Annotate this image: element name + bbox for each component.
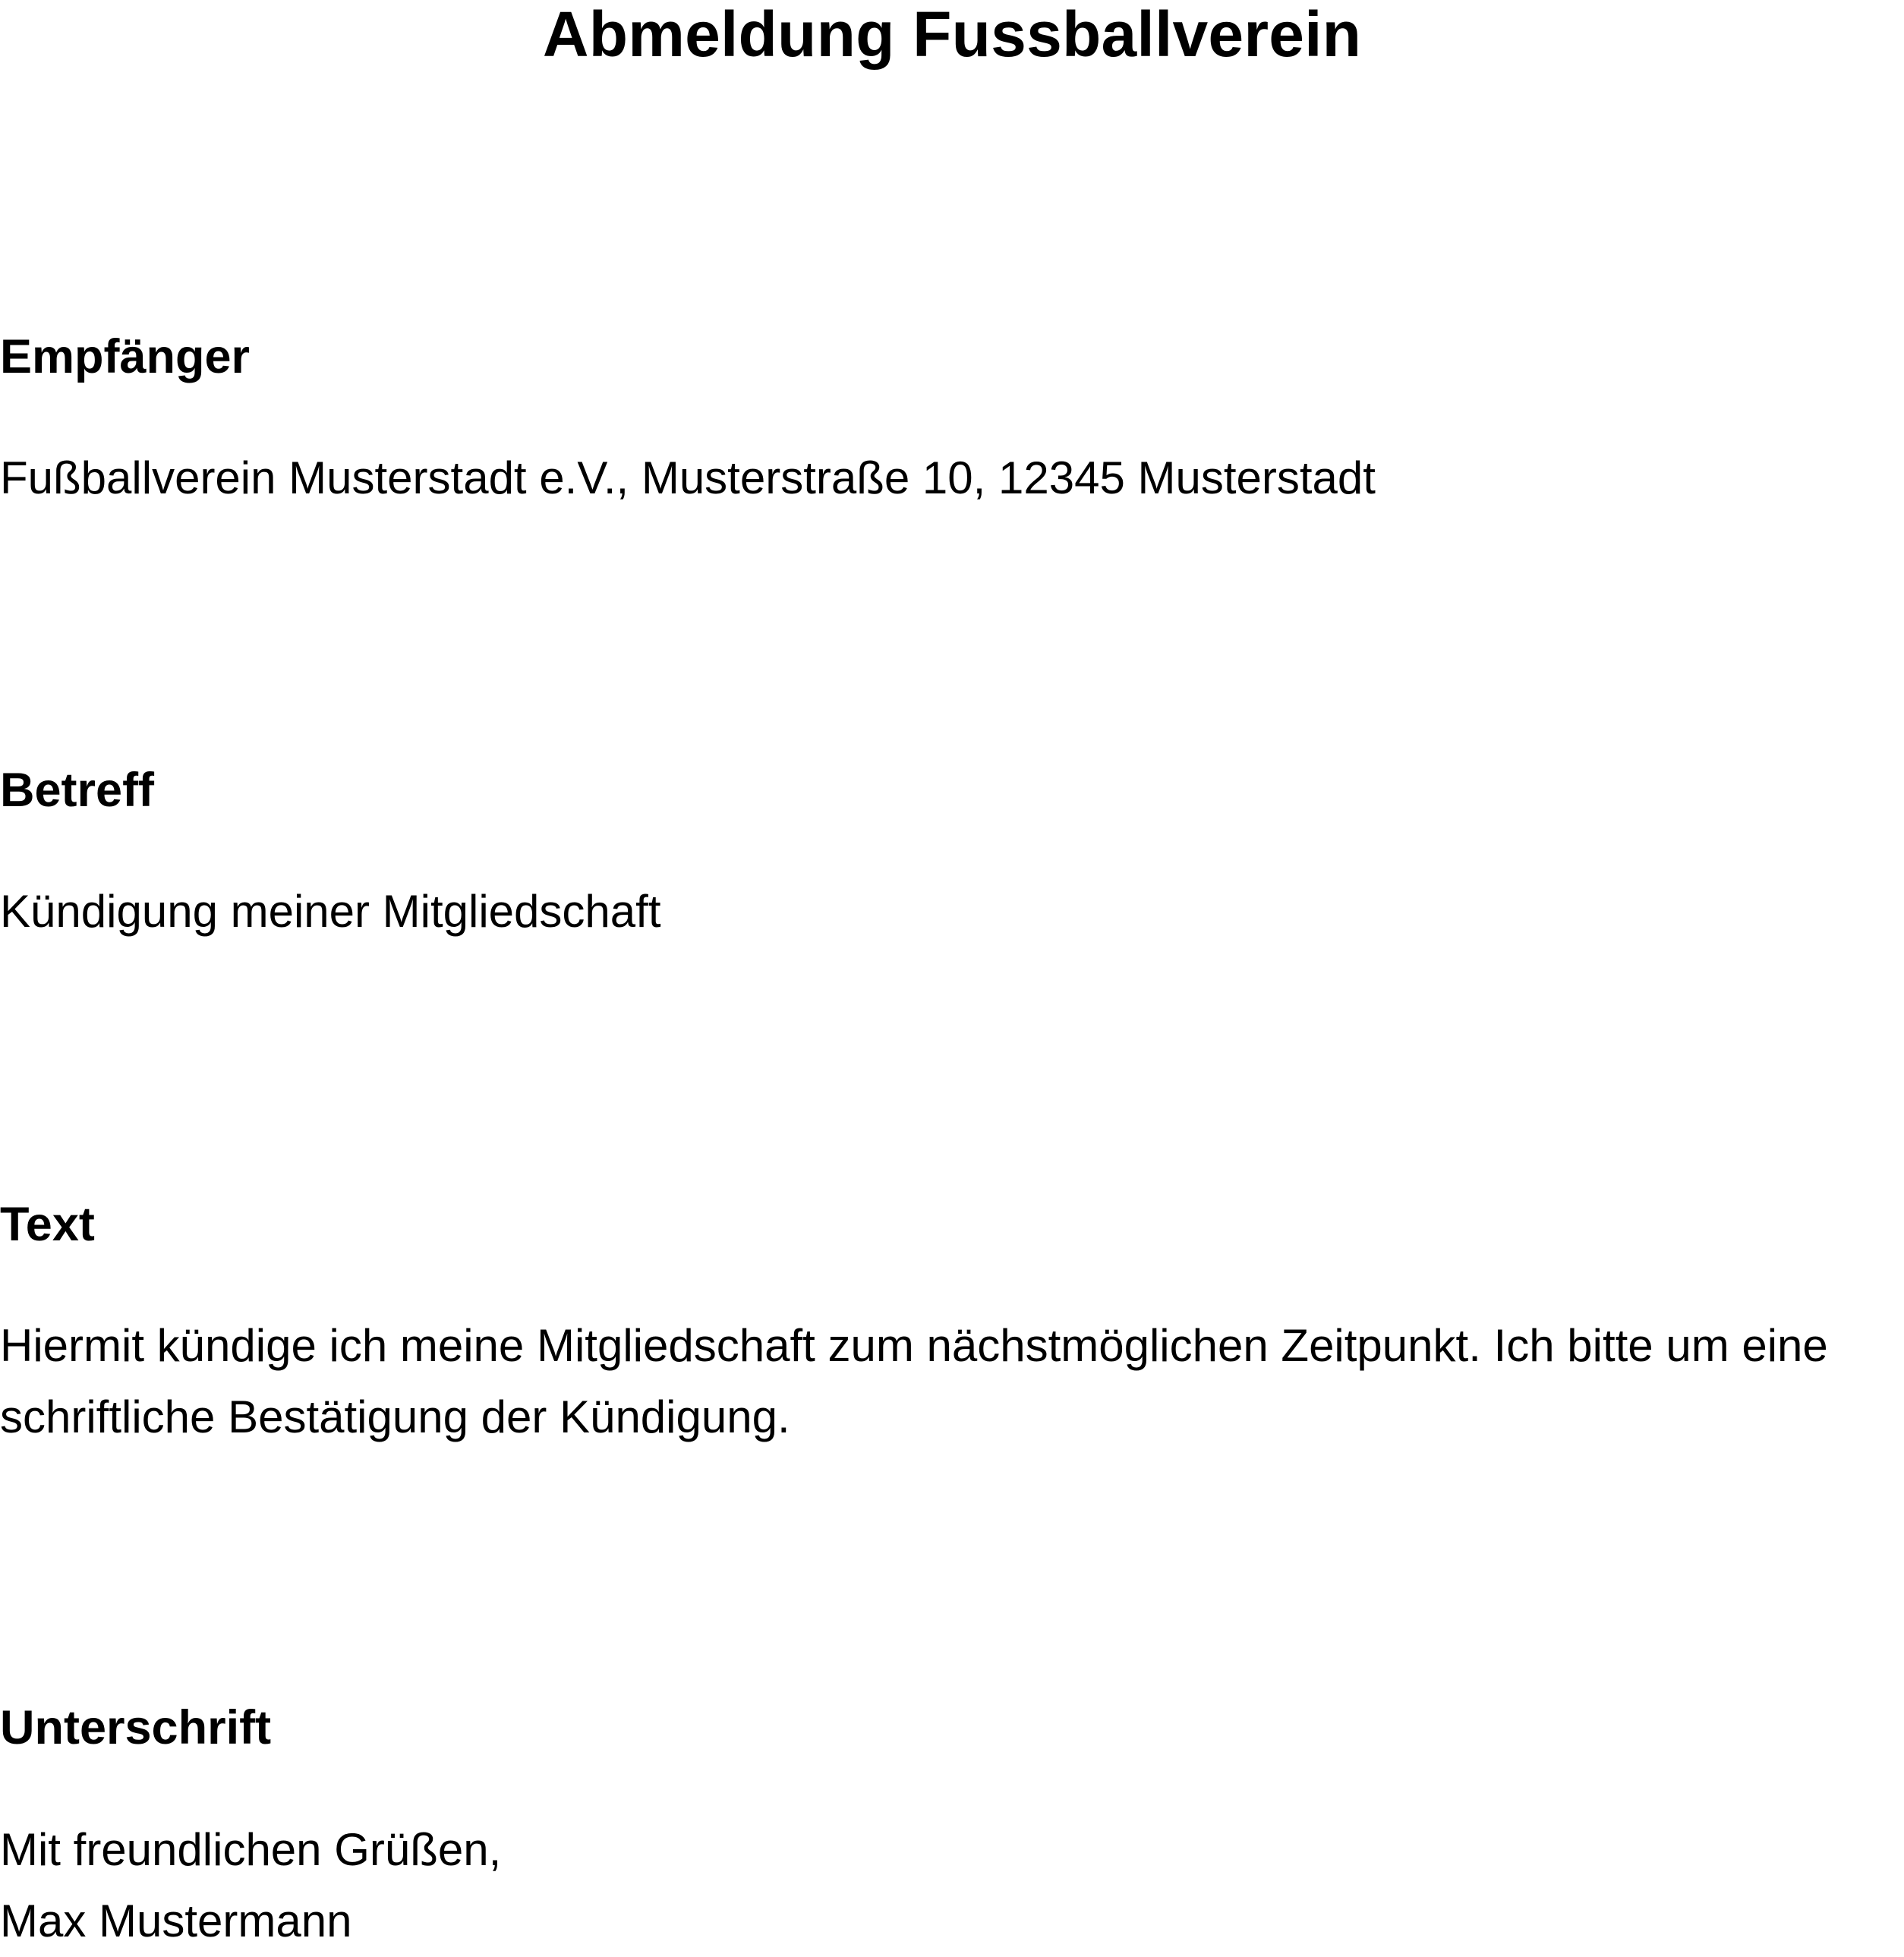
signature-block (0, 1814, 501, 1957)
recipient-value: Fußballverein Musterstadt e.V., Musterstraße 10, 12345 Musterstadt (0, 452, 1376, 503)
body-text-line-1: Hiermit kündige ich meine Mitgliedschaft zum nächstmöglichen Zeitpunkt. Ich bitte um eine (0, 1320, 1828, 1371)
subject-label: Betreff (0, 764, 155, 817)
text-label: Text (0, 1198, 95, 1251)
closing-greeting: Mit freundlichen Grüßen, (0, 1824, 502, 1875)
recipient-label: Empfänger (0, 330, 251, 383)
subject-value: Kündigung meiner Mitgliedschaft (0, 886, 661, 937)
body-text (0, 1310, 1904, 1453)
body-text-line-2: schriftliche Bestätigung der Kündigung. (0, 1391, 790, 1442)
document-title: Abmeldung Fussballverein (542, 0, 1362, 70)
signature-label: Unterschrift (0, 1701, 272, 1754)
signer-name: Max Mustermann (0, 1896, 352, 1946)
